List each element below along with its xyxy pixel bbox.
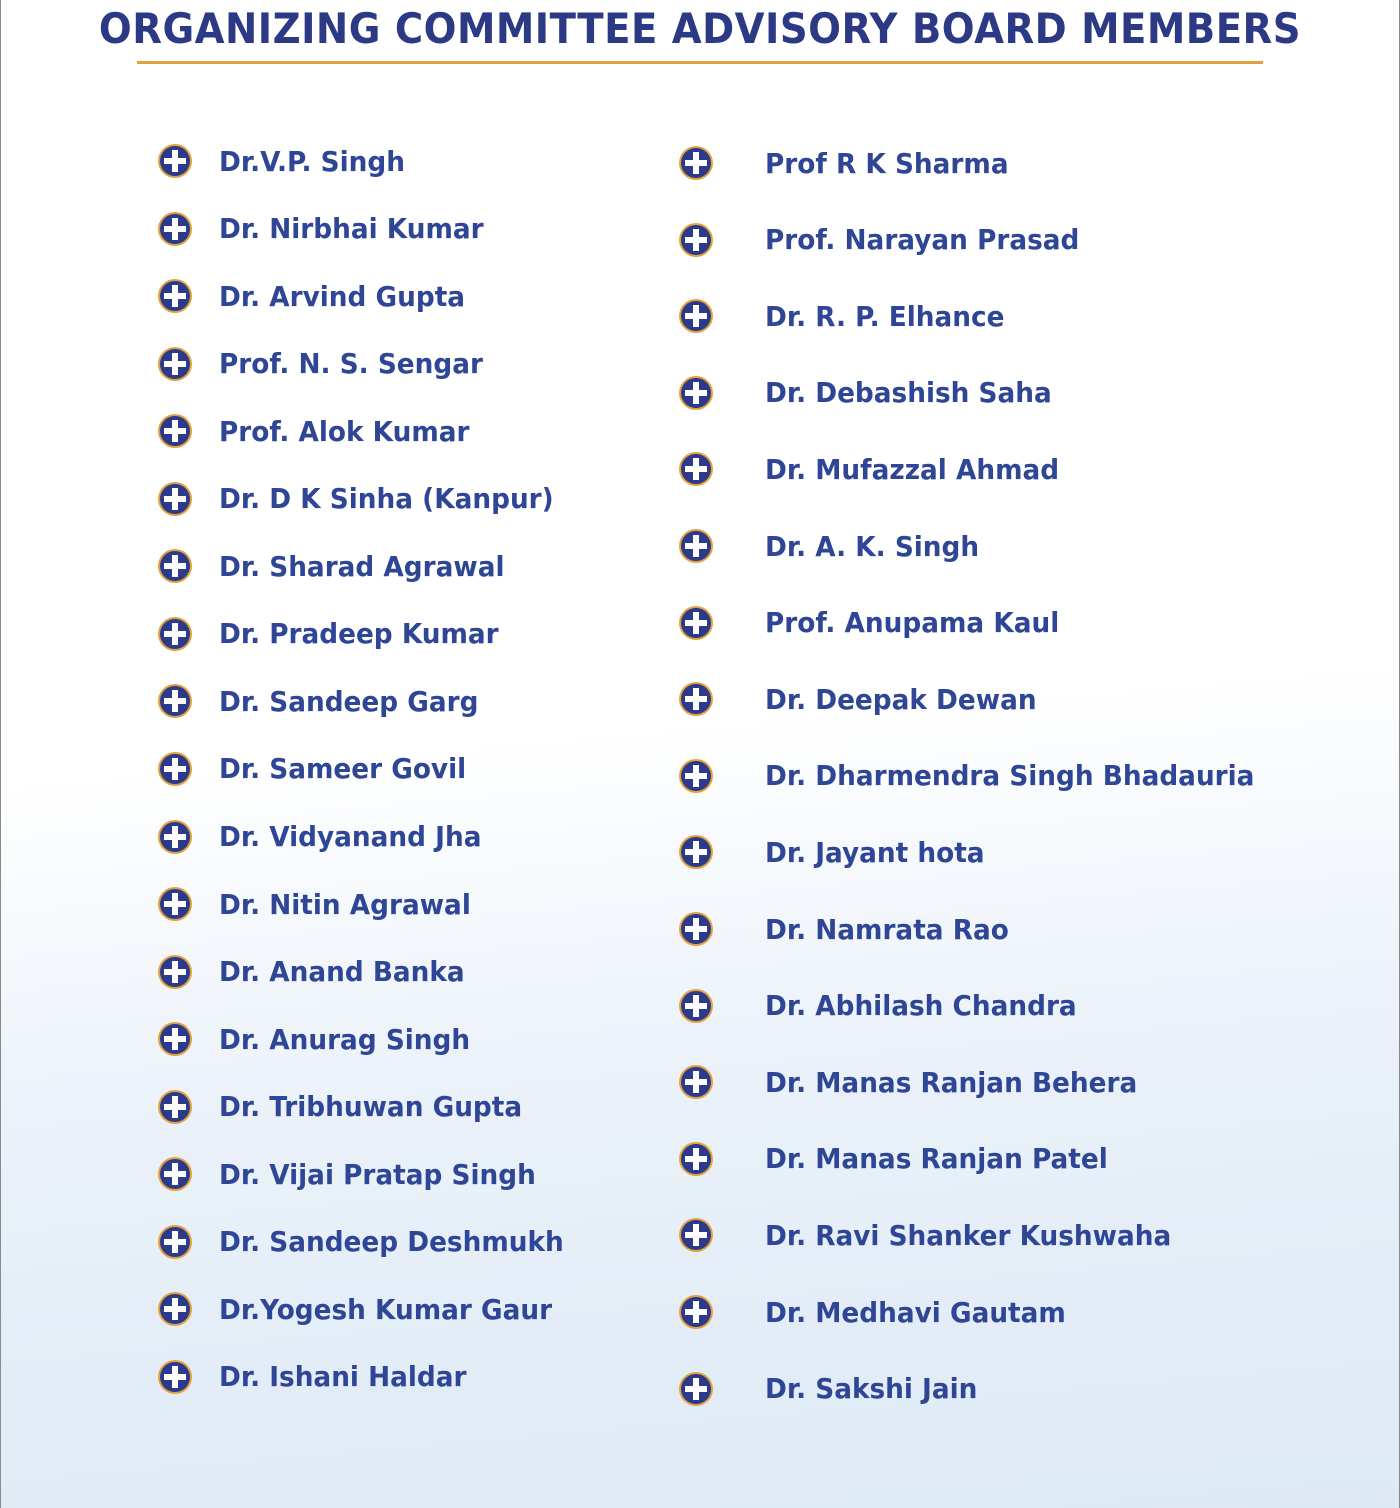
- member-item: [157, 1021, 486, 1057]
- member-item: [678, 834, 999, 870]
- member-item: [157, 278, 481, 314]
- plus-circle-icon: [678, 988, 714, 1024]
- member-name: Dr. A. K. Singh: [765, 529, 980, 563]
- plus-circle-icon: [157, 1089, 193, 1125]
- member-item: [157, 346, 500, 382]
- member-name: Dr.V.P. Singh: [219, 144, 405, 178]
- member-name: Dr. Tribhuwan Gupta: [219, 1090, 523, 1124]
- member-name: Dr. Anand Banka: [219, 955, 465, 989]
- member-item: [678, 528, 993, 564]
- member-item: [157, 413, 486, 449]
- member-name: Dr. Manas Ranjan Patel: [765, 1142, 1108, 1176]
- member-item: [157, 954, 480, 990]
- member-name: Dr. Deepak Dewan: [765, 682, 1037, 716]
- plus-circle-icon: [678, 375, 714, 411]
- plus-circle-icon: [678, 1371, 714, 1407]
- member-name: Dr. Ravi Shanker Kushwaha: [765, 1218, 1172, 1252]
- plus-circle-icon: [157, 819, 193, 855]
- plus-circle-icon: [678, 222, 714, 258]
- member-name: Prof. Narayan Prasad: [765, 223, 1080, 257]
- member-item: [157, 616, 517, 652]
- member-name: Dr. Nirbhai Kumar: [219, 212, 484, 246]
- member-item: [678, 145, 1024, 181]
- plus-circle-icon: [678, 145, 714, 181]
- member-name: Dr. Mufazzal Ahmad: [765, 452, 1060, 486]
- member-name: Prof. N. S. Sengar: [219, 347, 483, 381]
- member-item: [157, 751, 482, 787]
- member-item: [678, 1371, 991, 1407]
- plus-circle-icon: [157, 1359, 193, 1395]
- member-item: [157, 1156, 556, 1192]
- plus-circle-icon: [157, 954, 193, 990]
- member-item: [678, 911, 1024, 947]
- member-name: Dr. Namrata Rao: [765, 912, 1009, 946]
- member-name: Dr. D K Sinha (Kanpur): [219, 482, 554, 516]
- plus-circle-icon: [157, 548, 193, 584]
- member-item: [157, 481, 575, 517]
- plus-circle-icon: [157, 886, 193, 922]
- member-name: Dr. R. P. Elhance: [765, 299, 1005, 333]
- member-name: Dr. Dharmendra Singh Bhadauria: [765, 759, 1255, 793]
- member-name: Dr. Medhavi Gautam: [765, 1295, 1066, 1329]
- plus-circle-icon: [157, 616, 193, 652]
- plus-circle-icon: [678, 451, 714, 487]
- member-item: [157, 1291, 573, 1327]
- member-name: Dr. Sharad Agrawal: [219, 549, 505, 583]
- plus-circle-icon: [157, 278, 193, 314]
- member-name: Dr. Vidyanand Jha: [219, 820, 482, 853]
- member-item: [678, 605, 1078, 641]
- page-title: ORGANIZING COMMITTEE ADVISORY BOARD MEMBERS: [98, 4, 1302, 53]
- plus-circle-icon: [678, 1064, 714, 1100]
- member-name: Dr. Anurag Singh: [219, 1022, 471, 1056]
- plus-circle-icon: [157, 751, 193, 787]
- member-name: Dr. Jayant hota: [765, 835, 985, 869]
- plus-circle-icon: [678, 1141, 714, 1177]
- plus-circle-icon: [157, 413, 193, 449]
- member-name: Dr. Manas Ranjan Behera: [765, 1065, 1138, 1099]
- plus-circle-icon: [678, 528, 714, 564]
- plus-circle-icon: [157, 683, 193, 719]
- member-name: Dr. Nitin Agrawal: [219, 887, 471, 921]
- member-name: Dr.Yogesh Kumar Gaur: [219, 1292, 553, 1326]
- plus-circle-icon: [678, 605, 714, 641]
- plus-circle-icon: [157, 1291, 193, 1327]
- member-name: Dr. Abhilash Chandra: [765, 989, 1077, 1023]
- plus-circle-icon: [157, 481, 193, 517]
- member-item: [678, 451, 1078, 487]
- member-item: [678, 222, 1099, 258]
- plus-circle-icon: [157, 211, 193, 247]
- member-name: Dr. Sakshi Jain: [765, 1372, 978, 1406]
- member-item: [678, 1064, 1161, 1100]
- member-item: [157, 683, 495, 719]
- member-item: [157, 1224, 586, 1260]
- plus-circle-icon: [157, 346, 193, 382]
- member-item: [678, 375, 1070, 411]
- member-name: Dr. Sandeep Garg: [219, 684, 479, 718]
- member-item: [678, 1294, 1085, 1330]
- member-item: [678, 1141, 1130, 1177]
- member-name: Dr. Sandeep Deshmukh: [219, 1225, 564, 1259]
- plus-circle-icon: [678, 1294, 714, 1330]
- member-item: [157, 1089, 541, 1125]
- plus-circle-icon: [157, 1224, 193, 1260]
- member-item: [678, 758, 1286, 794]
- member-item: [678, 988, 1097, 1024]
- member-item: [678, 298, 1020, 334]
- member-item: [678, 1217, 1197, 1253]
- plus-circle-icon: [678, 911, 714, 947]
- plus-circle-icon: [678, 681, 714, 717]
- member-name: Prof R K Sharma: [765, 146, 1009, 180]
- plus-circle-icon: [157, 143, 193, 179]
- plus-circle-icon: [678, 758, 714, 794]
- member-name: Dr. Vijai Pratap Singh: [219, 1157, 536, 1191]
- member-item: [157, 1359, 482, 1395]
- member-name: Dr. Pradeep Kumar: [219, 617, 499, 651]
- member-name: Dr. Ishani Haldar: [219, 1360, 467, 1394]
- member-name: Prof. Alok Kumar: [219, 414, 470, 448]
- member-item: [157, 211, 501, 247]
- plus-circle-icon: [157, 1156, 193, 1192]
- plus-circle-icon: [678, 298, 714, 334]
- member-name: Dr. Debashish Saha: [765, 376, 1052, 410]
- plus-circle-icon: [678, 834, 714, 870]
- member-name: Dr. Arvind Gupta: [219, 279, 466, 313]
- member-item: [157, 548, 523, 584]
- title-underline: [137, 61, 1263, 64]
- member-item: [157, 886, 487, 922]
- plus-circle-icon: [678, 1217, 714, 1253]
- plus-circle-icon: [157, 1021, 193, 1057]
- member-name: Prof. Anupama Kaul: [765, 606, 1060, 640]
- member-item: [678, 681, 1054, 717]
- member-name: Dr. Sameer Govil: [219, 752, 467, 786]
- member-item: [157, 819, 498, 855]
- member-item: [157, 143, 417, 179]
